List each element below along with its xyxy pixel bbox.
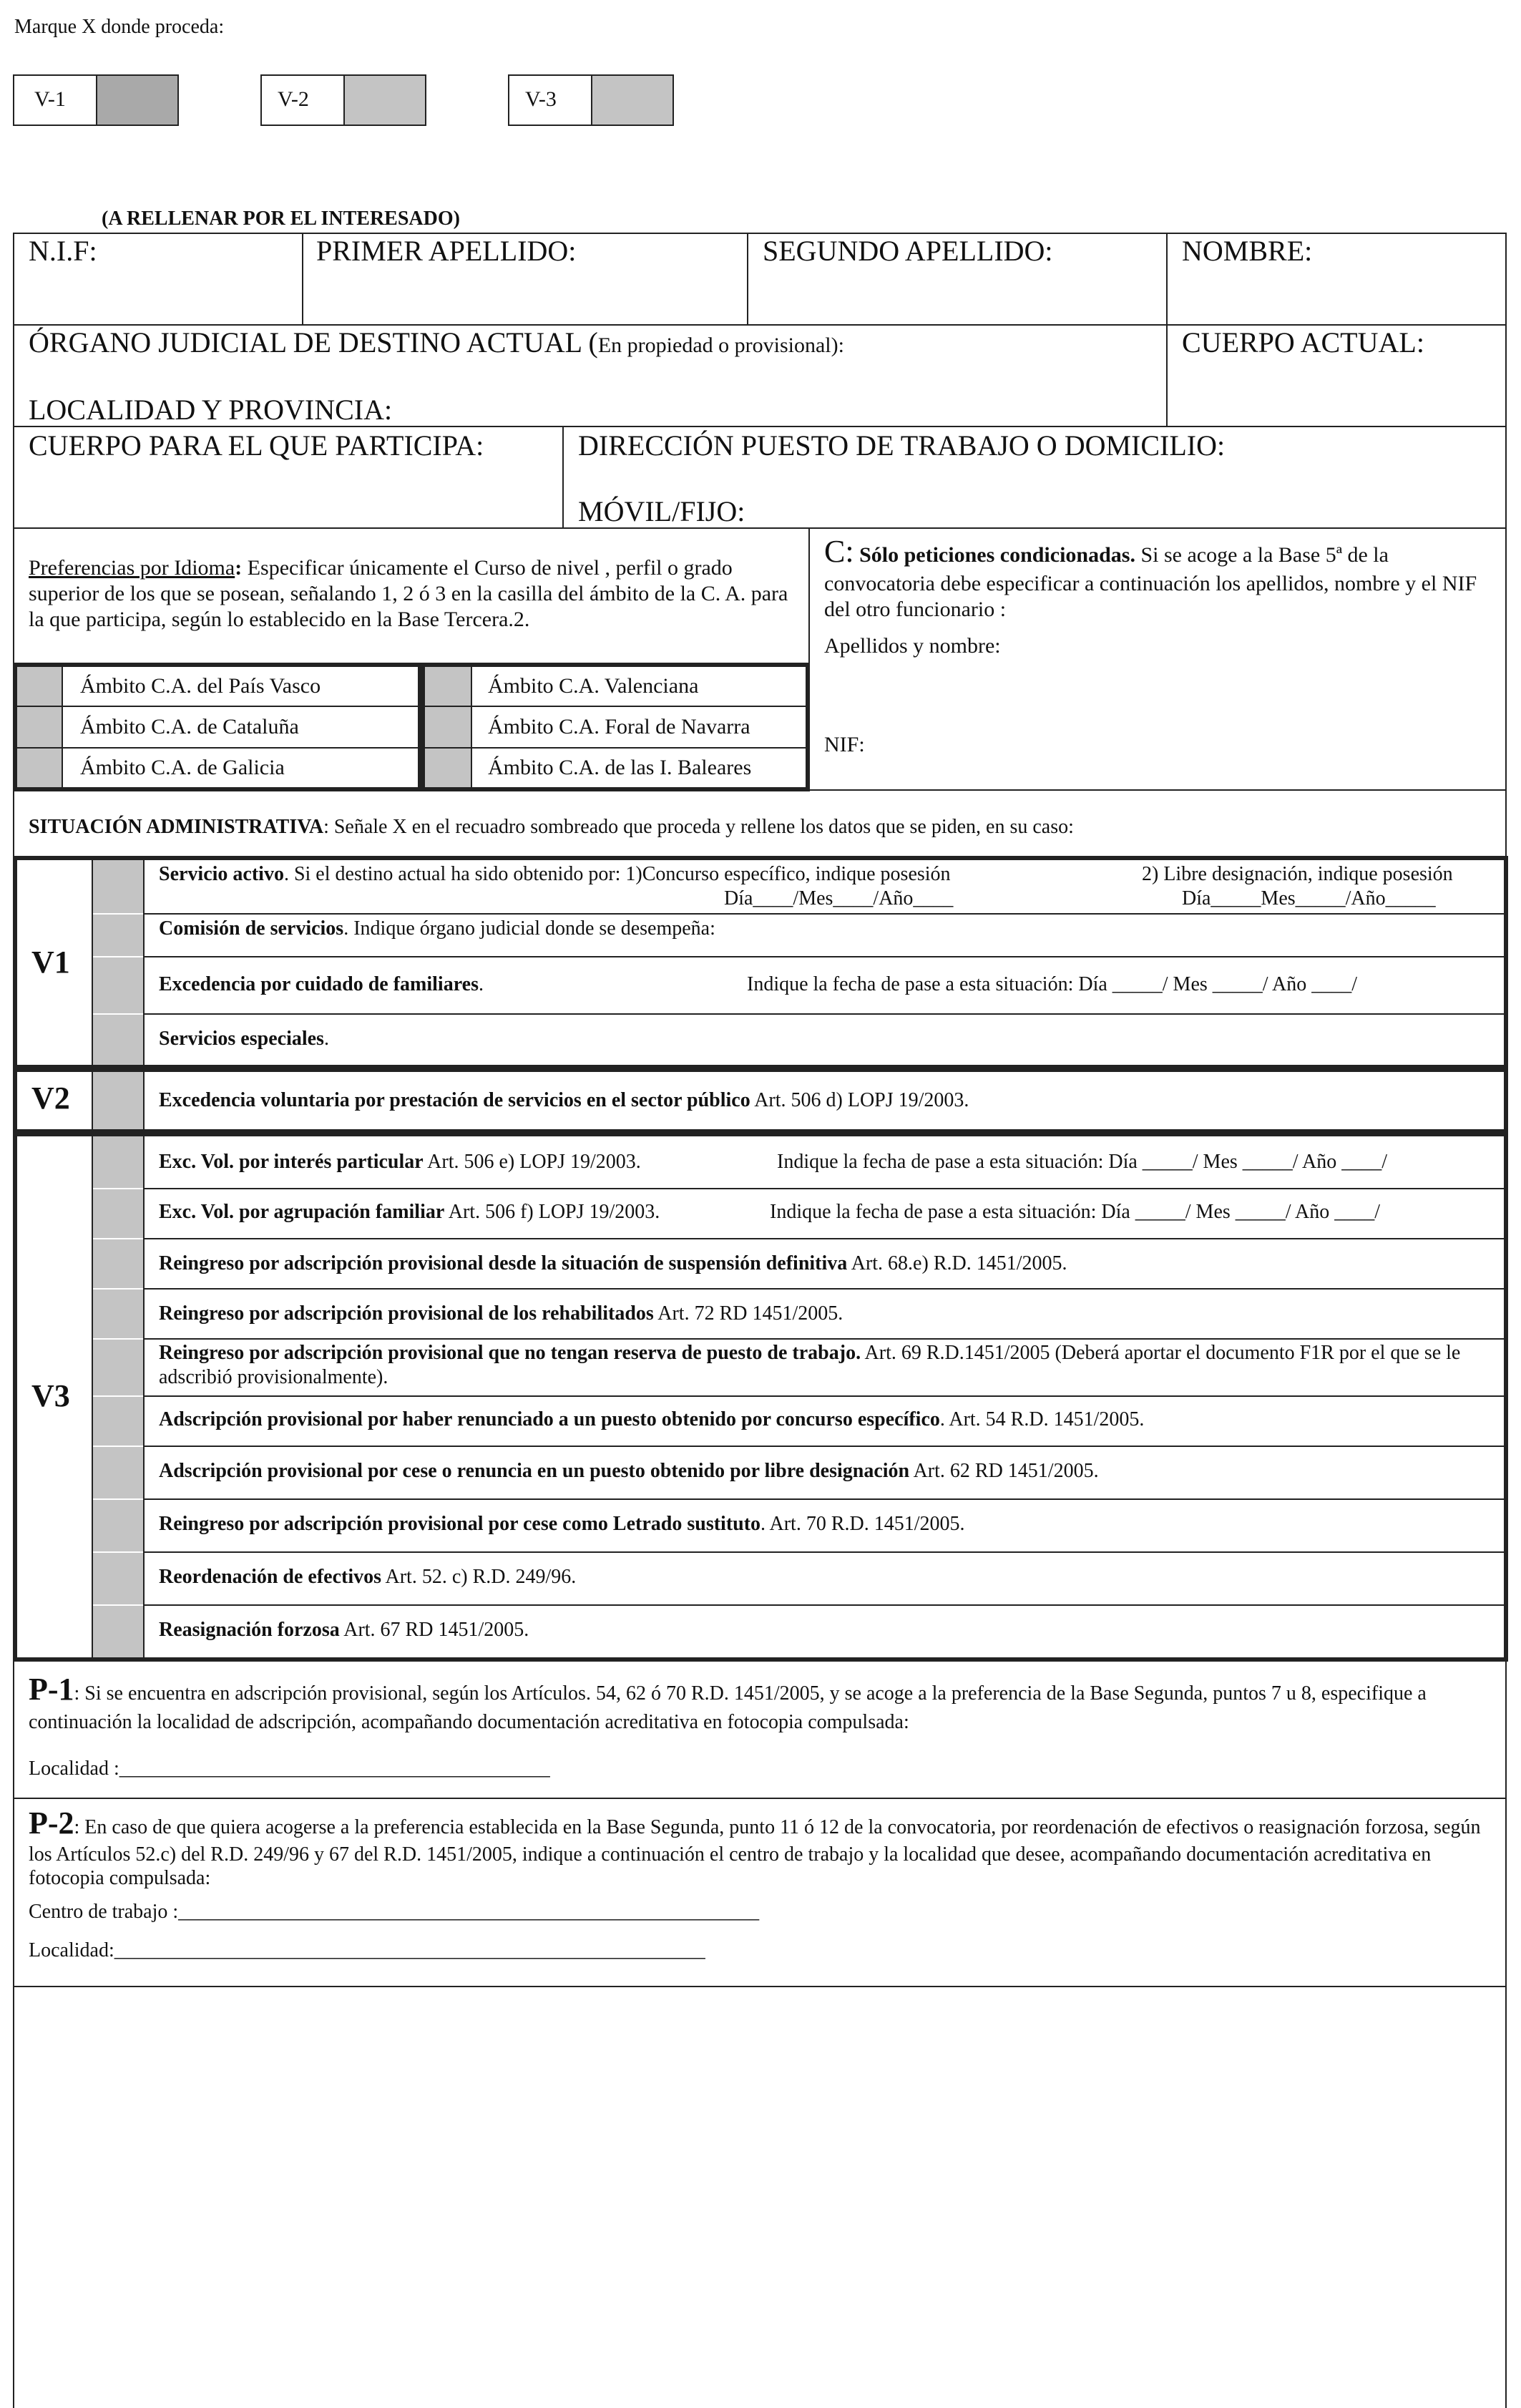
v3-sin-reserva-checkbox[interactable]	[93, 1340, 143, 1395]
v3-letrado-sustituto-text: Reingreso por adscripción provisional por cese como Letrado sustituto. Art. 70 R.D. 1451/2005.	[159, 1513, 965, 1535]
ambito-valenciana-checkbox[interactable]	[425, 667, 471, 706]
v3-sin-reserva-text: Reingreso por adscripción provisional que no tengan reserva de puesto de trabajo. Art. 69 R.D.1451/2005 (Deberá aportar el documento F1R por el que se le adscribió provisionalmente).	[159, 1342, 1461, 1388]
cuerpo-actual-label: CUERPO ACTUAL:	[1182, 326, 1424, 359]
ambito-galicia-label: Ámbito C.A. de Galicia	[80, 756, 285, 779]
nombre-label: NOMBRE:	[1182, 235, 1313, 267]
ambito-galicia-checkbox[interactable]	[17, 749, 62, 787]
ambito-cataluna-checkbox[interactable]	[17, 707, 62, 747]
movil-label: MÓVIL/FIJO:	[578, 495, 745, 527]
primer-apellido-label: PRIMER APELLIDO:	[316, 235, 577, 267]
v3-renuncia-concurso-checkbox[interactable]	[93, 1397, 143, 1446]
p2-text: P-2: En caso de que quiera acogerse a la preferencia establecida en la Base Segunda, punto 11 ó 12 de la convocatoria, por reordenación de efectivos o reasignación forzosa, según los Artículos 52.c) del R.D. 249/96 y 67 del R.D. 1451/2005, indique a continuación el centro de trabajo y la localidad que desee, acompañando documentación acreditativa en fotocopia compulsada:	[29, 1805, 1481, 1890]
ambito-cataluna-label: Ámbito C.A. de Cataluña	[80, 715, 299, 739]
fill-note: (A RELLENAR POR EL INTERESADO)	[102, 208, 460, 230]
organo-judicial-label: ÓRGANO JUDICIAL DE DESTINO ACTUAL (En propiedad o provisional):	[29, 326, 844, 359]
option-v3-checkbox[interactable]	[592, 76, 673, 125]
v1-libre-designacion-text: 2) Libre designación, indique posesión	[1142, 863, 1453, 885]
v3-rehabilitados-checkbox[interactable]	[93, 1290, 143, 1338]
v3-libre-designacion-text: Adscripción provisional por cese o renuncia en un puesto obtenido por libre designación Art. 62 RD 1451/2005.	[159, 1460, 1099, 1482]
v3-agrupacion-familiar-checkbox[interactable]	[93, 1189, 143, 1238]
situacion-header: SITUACIÓN ADMINISTRATIVA: Señale X en el recuadro sombreado que proceda y rellene los datos que se piden, en su caso:	[29, 816, 1074, 838]
p1-localidad-field[interactable]: Localidad :___________________________________________	[29, 1758, 550, 1780]
option-v2-box[interactable]	[260, 74, 426, 126]
v1-comision-checkbox[interactable]	[93, 915, 143, 956]
v1-excedencia-fecha: Indique la fecha de pase a esta situación: Día _____/ Mes _____/ Año ____/	[747, 973, 1358, 995]
v1-servicios-especiales-text: Servicios especiales.	[159, 1028, 329, 1050]
v1-fecha-concurso: Día____/Mes____/Año____	[724, 887, 954, 910]
ambito-valenciana-label: Ámbito C.A. Valenciana	[488, 674, 699, 698]
v2-label: V2	[31, 1081, 70, 1116]
v2-excedencia-checkbox[interactable]	[93, 1072, 143, 1129]
v3-interes-particular-checkbox[interactable]	[93, 1136, 143, 1188]
v3-letrado-sustituto-checkbox[interactable]	[93, 1500, 143, 1551]
ambito-baleares-checkbox[interactable]	[425, 749, 471, 787]
v3-label: V3	[31, 1378, 70, 1413]
option-v1-label: V-1	[34, 87, 66, 111]
p2-centro-trabajo-field[interactable]: Centro de trabajo :__________________________________________________________	[29, 1901, 760, 1923]
v3-suspension-definitiva-text: Reingreso por adscripción provisional desde la situación de suspensión definitiva Art. 68.e) R.D. 1451/2005.	[159, 1252, 1067, 1274]
v1-excedencia-familiares-checkbox[interactable]	[93, 957, 143, 1013]
option-v2-label: V-2	[278, 87, 309, 111]
p2-localidad-field[interactable]: Localidad:___________________________________________________________	[29, 1939, 705, 1961]
v3-renuncia-concurso-text: Adscripción provisional por haber renunciado a un puesto obtenido por concurso específico. Art. 54 R.D. 1451/2005.	[159, 1408, 1145, 1430]
option-v3-box[interactable]	[508, 74, 674, 126]
option-v2-checkbox[interactable]	[345, 76, 425, 125]
p1-text: P-1: Si se encuentra en adscripción provisional, según los Artículos. 54, 62 ó 70 R.D. 1451/2005, y se acoge a la preferencia de la Base Segunda, puntos 7 u 8, especifique a continuación la localidad de adscripción, acompañando documentación acreditativa en fotocopia compulsada:	[29, 1672, 1427, 1734]
condicionadas-text: C: Sólo peticiones condicionadas. Si se acoge a la Base 5ª de la convocatoria debe especificar a continuación los apellidos, nombre y el NIF del otro funcionario :	[824, 534, 1477, 621]
localidad-provincia-label: LOCALIDAD Y PROVINCIA:	[29, 394, 393, 426]
v1-servicio-activo-text: Servicio activo. Si el destino actual ha sido obtenido por: 1)Concurso específico, indique posesión	[159, 863, 951, 885]
v1-servicios-especiales-checkbox[interactable]	[93, 1015, 143, 1065]
v1-excedencia-familiares-text: Excedencia por cuidado de familiares.	[159, 973, 484, 995]
v3-reordenacion-text: Reordenación de efectivos Art. 52. c) R.D. 249/96.	[159, 1566, 577, 1588]
v1-label: V1	[31, 945, 70, 980]
ambito-baleares-label: Ámbito C.A. de las I. Baleares	[488, 756, 752, 779]
segundo-apellido-label: SEGUNDO APELLIDO:	[763, 235, 1053, 267]
condicionadas-nif-label: NIF:	[824, 733, 865, 756]
preferencias-text: Preferencias por Idioma: Especificar únicamente el Curso de nivel , perfil o grado superior de los que se posean, señalando 1, 2 ó 3 en la casilla del ámbito de la C. A. para la que participa, según lo establecido en la Base Tercera.2.	[29, 556, 788, 631]
v3-suspension-definitiva-checkbox[interactable]	[93, 1239, 143, 1288]
v3-reasignacion-checkbox[interactable]	[93, 1606, 143, 1657]
v2-excedencia-text: Excedencia voluntaria por prestación de servicios en el sector público Art. 506 d) LOPJ 19/2003.	[159, 1089, 969, 1111]
v3-agrupacion-familiar-fecha: Indique la fecha de pase a esta situación: Día _____/ Mes _____/ Año ____/	[770, 1201, 1381, 1223]
mark-instruction: Marque X donde proceda:	[14, 16, 225, 38]
direccion-label: DIRECCIÓN PUESTO DE TRABAJO O DOMICILIO:	[578, 429, 1226, 462]
ambito-pais-vasco-label: Ámbito C.A. del País Vasco	[80, 674, 321, 698]
v3-reordenacion-checkbox[interactable]	[93, 1553, 143, 1604]
v3-libre-designacion-checkbox[interactable]	[93, 1447, 143, 1498]
nif-label: N.I.F:	[29, 235, 97, 267]
v3-interes-particular-fecha: Indique la fecha de pase a esta situación: Día _____/ Mes _____/ Año ____/	[777, 1151, 1388, 1173]
apellidos-nombre-label: Apellidos y nombre:	[824, 634, 1001, 658]
v3-reasignacion-text: Reasignación forzosa Art. 67 RD 1451/2005.	[159, 1619, 529, 1641]
v1-comision-text: Comisión de servicios. Indique órgano judicial donde se desempeña:	[159, 917, 715, 940]
v1-servicio-activo-checkbox[interactable]	[93, 860, 143, 913]
v3-rehabilitados-text: Reingreso por adscripción provisional de los rehabilitados Art. 72 RD 1451/2005.	[159, 1302, 843, 1325]
ambito-navarra-label: Ámbito C.A. Foral de Navarra	[488, 715, 750, 739]
ambito-navarra-checkbox[interactable]	[425, 707, 471, 747]
ambito-pais-vasco-checkbox[interactable]	[17, 667, 62, 706]
cuerpo-participa-label: CUERPO PARA EL QUE PARTICIPA:	[29, 429, 484, 462]
option-v1-box[interactable]	[13, 74, 179, 126]
option-v1-checkbox[interactable]	[97, 76, 177, 125]
v3-agrupacion-familiar-text: Exc. Vol. por agrupación familiar Art. 506 f) LOPJ 19/2003.	[159, 1201, 660, 1223]
v1-fecha-libre: Día_____Mes_____/Año_____	[1182, 887, 1436, 910]
option-v3-label: V-3	[525, 87, 557, 111]
v3-interes-particular-text: Exc. Vol. por interés particular Art. 506 e) LOPJ 19/2003.	[159, 1151, 641, 1173]
